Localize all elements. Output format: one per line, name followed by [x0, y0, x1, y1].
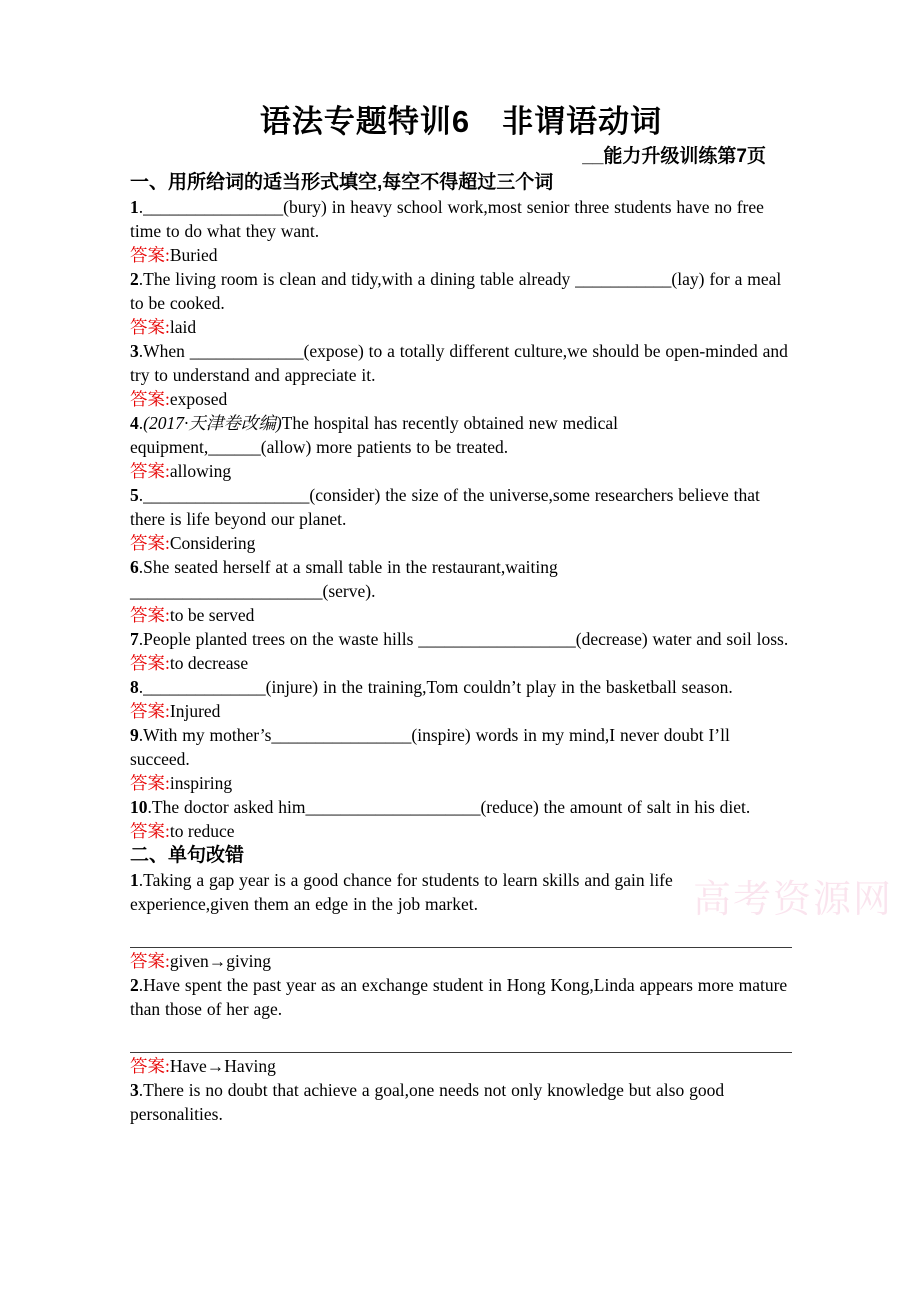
question-source: (2017·天津卷改编) [143, 413, 282, 433]
answer-label: 答案: [130, 317, 170, 337]
answer-row [130, 387, 792, 411]
question-text: .___________________(consider) the size of the universe,some researchers believe that there is life beyond our planet. [130, 485, 760, 529]
answer-label: 答案: [130, 245, 170, 265]
question-number: 4 [130, 413, 139, 433]
answer-row [130, 1054, 792, 1078]
answer-row [130, 771, 792, 795]
answer-label: 答案: [130, 951, 170, 971]
answer-row [130, 651, 792, 675]
answer-write-line [130, 1021, 792, 1053]
answer-label: 答案: [130, 821, 170, 841]
answer-label: 答案: [130, 389, 170, 409]
question-item [130, 675, 792, 699]
question-number: 7 [130, 629, 139, 649]
question-number: 3 [130, 1080, 139, 1100]
answer-row [130, 603, 792, 627]
answer-row [130, 819, 792, 843]
answer-value: to be served [169, 605, 255, 625]
question-text: .Taking a gap year is a good chance for students to learn skills and gain life experience,given them an edge in the job market. [130, 870, 673, 914]
question-number: 3 [130, 341, 139, 361]
answer-label: 答案: [130, 1056, 170, 1076]
question-item [130, 483, 792, 531]
section-one-heading: 一、用所给词的适当形式填空,每空不得超过三个词 [130, 172, 554, 193]
answer-label: 答案: [130, 773, 170, 793]
question-item [130, 1078, 792, 1126]
question-item [130, 195, 792, 243]
answer-value: to decrease [169, 653, 249, 673]
answer-value: Have→Having [169, 1056, 276, 1076]
answer-row [130, 459, 792, 483]
question-text: .______________(injure) in the training,Tom couldn’t play in the basketball season. [138, 677, 733, 697]
answer-row [130, 531, 792, 555]
question-text: .People planted trees on the waste hills __________________(decrease) water and soil loss. [138, 629, 789, 649]
question-item [130, 411, 792, 459]
answer-row [130, 315, 792, 339]
answer-value: laid [169, 317, 197, 337]
question-number: 5 [130, 485, 139, 505]
answer-label: 答案: [130, 605, 170, 625]
question-text: .There is no doubt that achieve a goal,one needs not only knowledge but also good personalities. [130, 1080, 725, 1124]
watermark: 高考资源网 [693, 879, 894, 921]
question-text: .The living room is clean and tidy,with a dining table already ___________(lay) for a meal to be cooked. [130, 269, 782, 313]
question-text: The hospital has recently obtained new medical equipment,______(allow) more patients to be treated. [130, 413, 619, 457]
question-item [130, 339, 792, 387]
question-number: 1 [130, 197, 139, 217]
question-text: .When _____________(expose) to a totally different culture,we should be open-minded and try to understand and appreciate it. [130, 341, 788, 385]
question-item [130, 267, 792, 315]
page-subtitle: __能力升级训练第7页 [582, 146, 766, 167]
answer-value: given→giving [169, 951, 271, 971]
question-number: 6 [130, 557, 139, 577]
answer-label: 答案: [130, 461, 170, 481]
section-two-heading: 二、单句改错 [130, 845, 245, 866]
answer-label: 答案: [130, 533, 170, 553]
question-item [130, 627, 792, 651]
page-title: 语法专题特训6 非谓语动词 [259, 104, 663, 139]
question-number: 8 [130, 677, 139, 697]
document-content [130, 100, 792, 1126]
question-text: .________________(bury) in heavy school work,most senior three students have no free time to do what they want. [130, 197, 764, 241]
question-item [130, 555, 792, 603]
question-text: .Have spent the past year as an exchange student in Hong Kong,Linda appears more mature than those of her age. [130, 975, 788, 1019]
answer-write-line [130, 916, 792, 948]
answer-label: 答案: [130, 701, 170, 721]
answer-value: exposed [169, 389, 228, 409]
question-number: 2 [130, 975, 139, 995]
question-number: 9 [130, 725, 139, 745]
question-number: 2 [130, 269, 139, 289]
question-text: .She seated herself at a small table in the restaurant,waiting ______________________(serve). [130, 557, 558, 601]
answer-value: allowing [169, 461, 232, 481]
question-punct: . [138, 413, 144, 433]
question-number: 10 [130, 797, 148, 817]
question-item [130, 795, 792, 819]
answer-value: Injured [169, 701, 221, 721]
question-item [130, 723, 792, 771]
answer-value: inspiring [169, 773, 233, 793]
answer-row [130, 949, 792, 973]
answer-row [130, 243, 792, 267]
question-text: .The doctor asked him____________________(reduce) the amount of salt in his diet. [147, 797, 751, 817]
answer-value: to reduce [169, 821, 235, 841]
question-item [130, 973, 792, 1021]
answer-value: Buried [169, 245, 218, 265]
question-item [130, 868, 792, 916]
answer-value: Considering [169, 533, 256, 553]
question-number: 1 [130, 870, 139, 890]
answer-row [130, 699, 792, 723]
question-text: .With my mother’s________________(inspire) words in my mind,I never doubt I’ll succeed. [130, 725, 730, 769]
answer-label: 答案: [130, 653, 170, 673]
